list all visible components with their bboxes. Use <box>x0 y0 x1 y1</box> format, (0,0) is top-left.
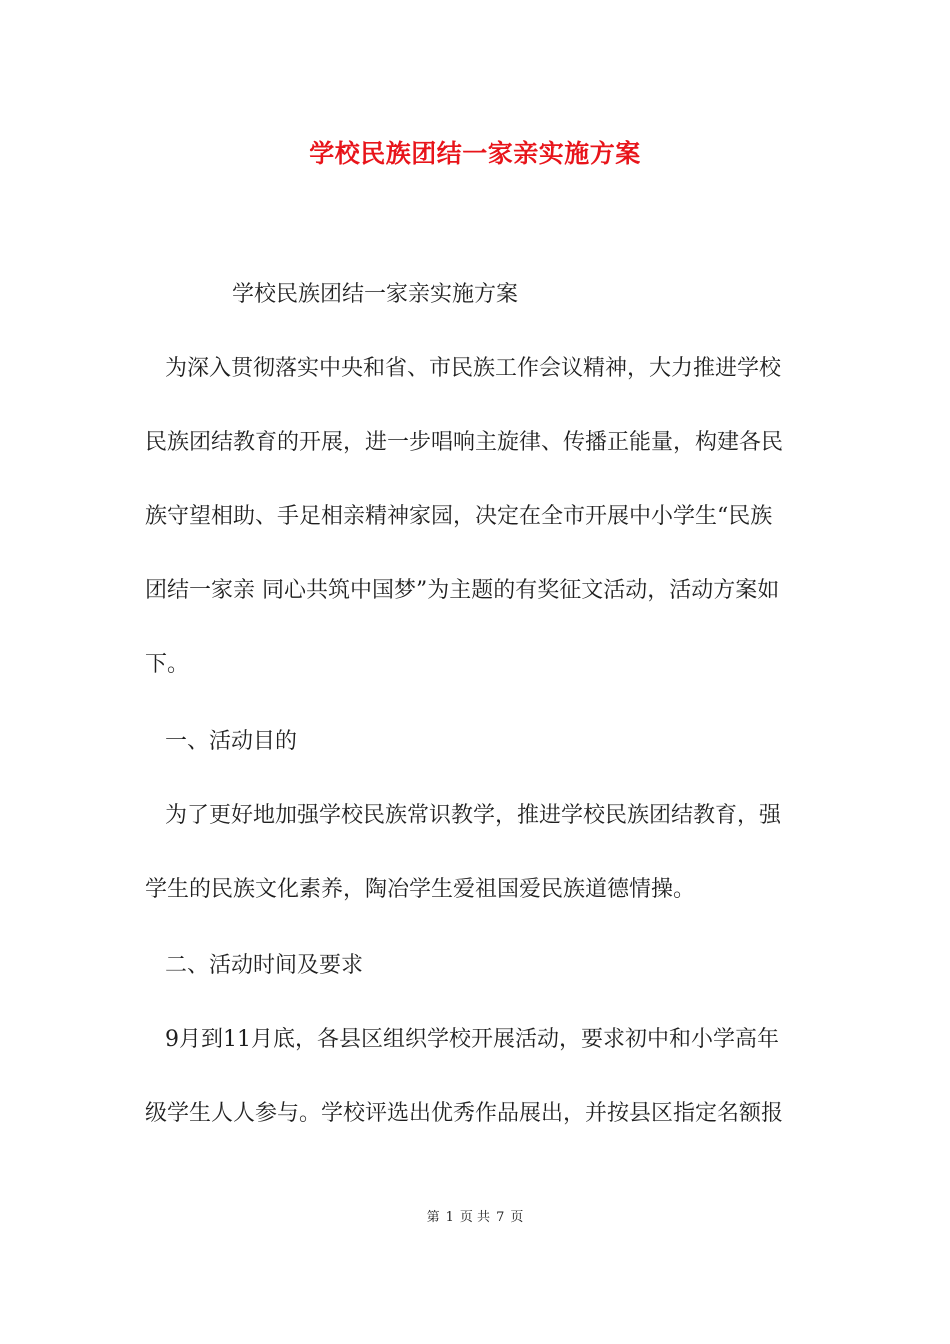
document-title: 学校民族团结一家亲实施方案 <box>309 139 641 168</box>
paragraph-line: 学生的民族文化素养，陶冶学生爱祖国爱民族道德情操。 <box>145 877 696 902</box>
paragraph-line: 团结一家亲 同心共筑中国梦”为主题的有奖征文活动，活动方案如 <box>145 578 780 603</box>
total-pages-number: 7 <box>496 1210 505 1225</box>
paragraph-line: 级学生人人参与。学校评选出优秀作品展出，并按县区指定名额报 <box>145 1101 784 1126</box>
footer-mid: 页 共 <box>459 1210 491 1225</box>
current-page-number: 1 <box>445 1210 454 1225</box>
footer-prefix: 第 <box>426 1210 440 1225</box>
paragraph-line: 民族团结教育的开展，进一步唱响主旋律、传播正能量，构建各民 <box>145 430 784 455</box>
paragraph-line: 为了更好地加强学校民族常识教学，推进学校民族团结教育，强 <box>165 803 782 828</box>
section-heading: 二、活动时间及要求 <box>165 953 364 978</box>
footer-suffix: 页 <box>510 1210 524 1225</box>
paragraph-line: 族守望相助、手足相亲精神家园，决定在全市开展中小学生“民族 <box>145 504 773 529</box>
paragraph-line: 下。 <box>145 652 190 677</box>
document-subtitle: 学校民族团结一家亲实施方案 <box>232 282 519 307</box>
paragraph-line: 为深入贯彻落实中央和省、市民族工作会议精神，大力推进学校 <box>165 356 782 381</box>
page-footer <box>0 1210 950 1226</box>
paragraph-line: 9月到11月底，各县区组织学校开展活动，要求初中和小学高年 <box>165 1027 779 1052</box>
section-heading: 一、活动目的 <box>165 729 298 754</box>
